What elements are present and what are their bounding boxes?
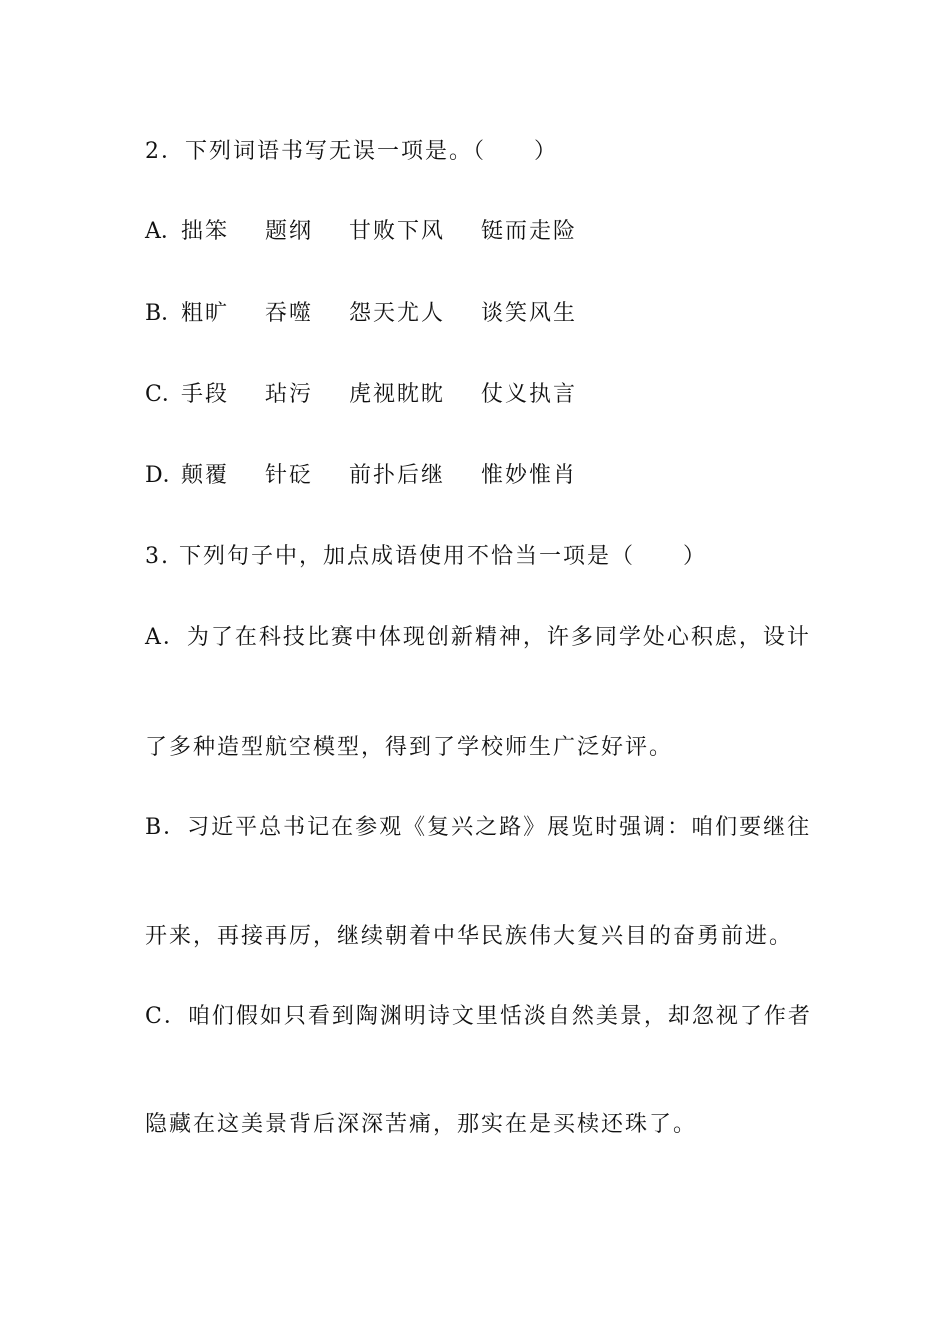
option-word: 怨天尤人 xyxy=(349,301,446,326)
question-3-option-b-line-1: B．习近平总书记在参观《复兴之路》展览时强调：咱们要继往 xyxy=(145,815,812,840)
option-word: 惟妙惟肖 xyxy=(481,463,578,488)
option-letter: A． xyxy=(145,219,183,244)
option-word: 针砭 xyxy=(265,463,314,488)
option-word: 粗旷 xyxy=(181,301,230,326)
question-3-option-a-line-2: 了多种造型航空模型，得到了学校师生广泛好评。 xyxy=(145,735,674,760)
question-3-option-c-line-1: C．咱们假如只看到陶渊明诗文里恬淡自然美景，却忽视了作者 xyxy=(145,1004,812,1029)
option-letter: C． xyxy=(145,382,184,407)
question-3-option-a-line-1: A．为了在科技比赛中体现创新精神，许多同学处心积虑，设计 xyxy=(145,625,811,650)
question-3-stem: 3. 下列句子中，加点成语使用不恰当一项是（ ） xyxy=(145,544,707,569)
option-word: 铤而走险 xyxy=(481,219,578,244)
option-word: 拙笨 xyxy=(181,219,230,244)
option-word: 玷污 xyxy=(265,382,314,407)
option-letter: B． xyxy=(145,301,184,326)
option-letter: D． xyxy=(145,463,185,488)
option-word: 虎视眈眈 xyxy=(349,382,446,407)
question-3-option-c-line-2: 隐藏在这美景背后深深苦痛，那实在是买椟还珠了。 xyxy=(145,1112,698,1137)
option-word: 吞噬 xyxy=(265,301,314,326)
option-word: 题纲 xyxy=(265,219,314,244)
option-word: 仗义执言 xyxy=(481,382,578,407)
option-word: 甘败下风 xyxy=(349,219,446,244)
option-word: 前扑后继 xyxy=(349,463,446,488)
option-word: 谈笑风生 xyxy=(481,301,578,326)
question-3-option-b-line-2: 开来，再接再厉，继续朝着中华民族伟大复兴目的奋勇前进。 xyxy=(145,924,794,949)
question-2-stem: 2．下列词语书写无误一项是。（ ） xyxy=(145,139,558,164)
option-word: 手段 xyxy=(181,382,230,407)
option-word: 颠覆 xyxy=(181,463,230,488)
